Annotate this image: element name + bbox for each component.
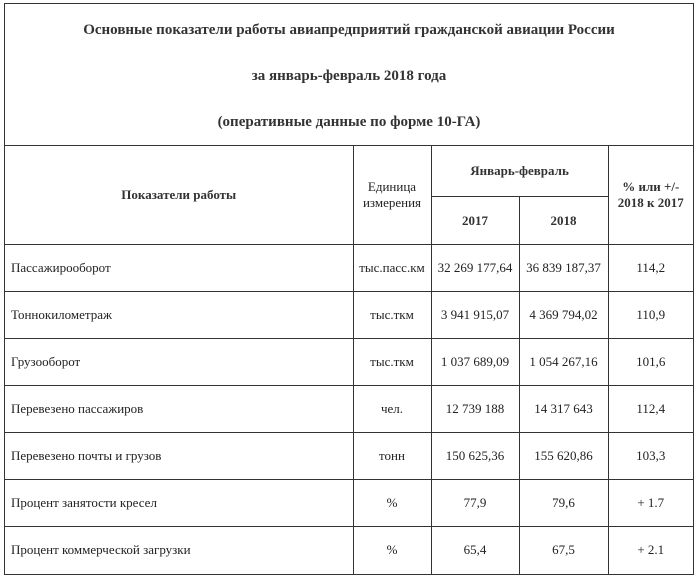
header-unit: Единица измерения bbox=[353, 146, 431, 245]
row-indicator: Грузооборот bbox=[5, 339, 353, 386]
row-unit: % bbox=[353, 527, 431, 574]
row-value-2017: 150 625,36 bbox=[431, 433, 519, 480]
row-value-2018: 155 620,86 bbox=[519, 433, 608, 480]
row-change: 101,6 bbox=[608, 339, 693, 386]
row-value-2018: 67,5 bbox=[519, 527, 608, 574]
row-indicator: Перевезено почты и грузов bbox=[5, 433, 353, 480]
row-value-2018: 36 839 187,37 bbox=[519, 245, 608, 292]
row-unit: % bbox=[353, 480, 431, 527]
row-value-2017: 12 739 188 bbox=[431, 386, 519, 433]
row-indicator: Процент коммерческой загрузки bbox=[5, 527, 353, 574]
header-indicator: Показатели работы bbox=[5, 146, 353, 245]
header-year-2018: 2018 bbox=[519, 197, 608, 245]
table-row bbox=[5, 386, 693, 433]
row-change: 114,2 bbox=[608, 245, 693, 292]
row-value-2017: 3 941 915,07 bbox=[431, 292, 519, 339]
indicators-table bbox=[5, 146, 693, 574]
report-frame bbox=[4, 3, 694, 575]
row-unit: тыс.ткм bbox=[353, 292, 431, 339]
report-title: Основные показатели работы авиапредприятий гражданской авиации России bbox=[83, 22, 615, 38]
table-row bbox=[5, 339, 693, 386]
row-indicator: Перевезено пассажиров bbox=[5, 386, 353, 433]
row-indicator: Процент занятости кресел bbox=[5, 480, 353, 527]
table-row bbox=[5, 433, 693, 480]
report-source-note: (оперативные данные по форме 10-ГА) bbox=[217, 114, 481, 130]
row-change: 112,4 bbox=[608, 386, 693, 433]
row-value-2018: 1 054 267,16 bbox=[519, 339, 608, 386]
row-change: + 1.7 bbox=[608, 480, 693, 527]
row-change: 103,3 bbox=[608, 433, 693, 480]
row-unit: чел. bbox=[353, 386, 431, 433]
table-row bbox=[5, 527, 693, 574]
title-block bbox=[5, 4, 693, 146]
row-value-2017: 65,4 bbox=[431, 527, 519, 574]
row-value-2018: 4 369 794,02 bbox=[519, 292, 608, 339]
row-unit: тыс.пасс.км bbox=[353, 245, 431, 292]
table-row bbox=[5, 245, 693, 292]
row-unit: тонн bbox=[353, 433, 431, 480]
header-period: Январь-февраль bbox=[431, 146, 608, 197]
row-value-2017: 32 269 177,64 bbox=[431, 245, 519, 292]
header-year-2017: 2017 bbox=[431, 197, 519, 245]
table-row bbox=[5, 292, 693, 339]
row-value-2018: 79,6 bbox=[519, 480, 608, 527]
row-value-2017: 1 037 689,09 bbox=[431, 339, 519, 386]
row-indicator: Тоннокилометраж bbox=[5, 292, 353, 339]
row-value-2017: 77,9 bbox=[431, 480, 519, 527]
header-change: % или +/- 2018 к 2017 bbox=[608, 146, 693, 245]
table-row bbox=[5, 480, 693, 527]
row-change: 110,9 bbox=[608, 292, 693, 339]
row-indicator: Пассажирооборот bbox=[5, 245, 353, 292]
row-change: + 2.1 bbox=[608, 527, 693, 574]
row-value-2018: 14 317 643 bbox=[519, 386, 608, 433]
report-period: за январь-февраль 2018 года bbox=[251, 68, 447, 84]
row-unit: тыс.ткм bbox=[353, 339, 431, 386]
